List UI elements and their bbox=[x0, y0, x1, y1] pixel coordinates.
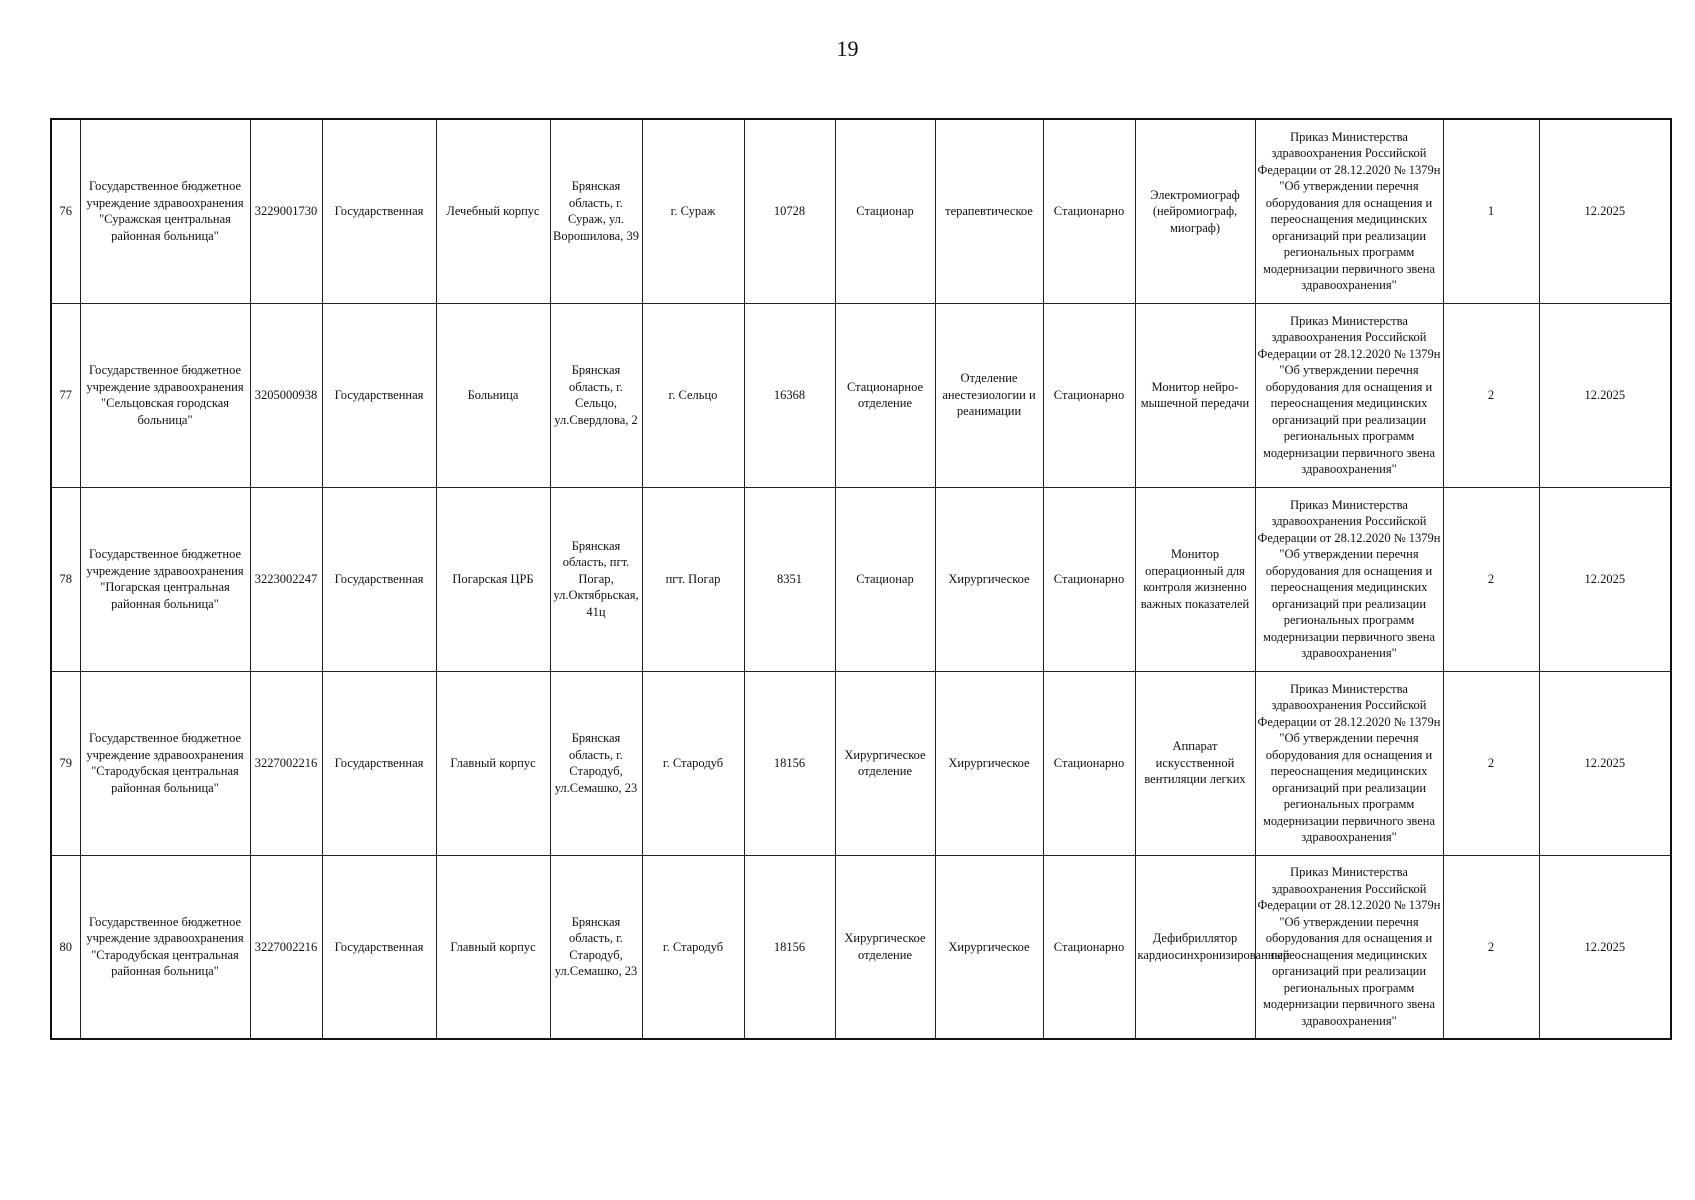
inn: 3205000938 bbox=[250, 303, 322, 487]
care-form: Стационарно bbox=[1043, 671, 1135, 855]
equipment-table bbox=[50, 118, 1672, 1040]
ownership: Государственная bbox=[322, 119, 436, 303]
row-number: 80 bbox=[51, 855, 80, 1039]
building: Погарская ЦРБ bbox=[436, 487, 550, 671]
equipment: Дефибриллятор кардиосинхронизированный bbox=[1135, 855, 1255, 1039]
building: Лечебный корпус bbox=[436, 119, 550, 303]
basis: Приказ Министерства здравоохранения Российской Федерации от 28.12.2020 № 1379н "Об утверждении перечня оборудования для оснащения и переоснащения медицинских организаций при реализации региональных программ модернизации первичного звена здравоохранения" bbox=[1255, 855, 1443, 1039]
table-row bbox=[51, 303, 1671, 487]
organization-name: Государственное бюджетное учреждение здравоохранения "Стародубская центральная районная больница" bbox=[80, 671, 250, 855]
locality: г. Сураж bbox=[642, 119, 744, 303]
table-row bbox=[51, 855, 1671, 1039]
inn: 3227002216 bbox=[250, 855, 322, 1039]
department: Отделение анестезиологии и реанимации bbox=[935, 303, 1043, 487]
unit: Стационар bbox=[835, 487, 935, 671]
population: 10728 bbox=[744, 119, 835, 303]
basis: Приказ Министерства здравоохранения Российской Федерации от 28.12.2020 № 1379н "Об утверждении перечня оборудования для оснащения и переоснащения медицинских организаций при реализации региональных программ модернизации первичного звена здравоохранения" bbox=[1255, 303, 1443, 487]
organization-name: Государственное бюджетное учреждение здравоохранения "Суражская центральная районная больница" bbox=[80, 119, 250, 303]
table-row bbox=[51, 671, 1671, 855]
inn: 3227002216 bbox=[250, 671, 322, 855]
organization-name: Государственное бюджетное учреждение здравоохранения "Стародубская центральная районная больница" bbox=[80, 855, 250, 1039]
quantity: 2 bbox=[1443, 487, 1539, 671]
ownership: Государственная bbox=[322, 671, 436, 855]
locality: г. Стародуб bbox=[642, 671, 744, 855]
row-number: 77 bbox=[51, 303, 80, 487]
locality: пгт. Погар bbox=[642, 487, 744, 671]
unit: Стационарное отделение bbox=[835, 303, 935, 487]
equipment: Аппарат искусственной вентиляции легких bbox=[1135, 671, 1255, 855]
ownership: Государственная bbox=[322, 487, 436, 671]
date: 12.2025 bbox=[1539, 487, 1671, 671]
locality: г. Стародуб bbox=[642, 855, 744, 1039]
population: 18156 bbox=[744, 855, 835, 1039]
inn: 3223002247 bbox=[250, 487, 322, 671]
building: Больница bbox=[436, 303, 550, 487]
care-form: Стационарно bbox=[1043, 303, 1135, 487]
locality: г. Сельцо bbox=[642, 303, 744, 487]
address: Брянская область, г. Стародуб, ул.Семашко, 23 bbox=[550, 671, 642, 855]
row-number: 76 bbox=[51, 119, 80, 303]
department: Хирургическое bbox=[935, 855, 1043, 1039]
address: Брянская область, пгт. Погар, ул.Октябрьская, 41ц bbox=[550, 487, 642, 671]
population: 18156 bbox=[744, 671, 835, 855]
building: Главный корпус bbox=[436, 855, 550, 1039]
table-row bbox=[51, 487, 1671, 671]
basis: Приказ Министерства здравоохранения Российской Федерации от 28.12.2020 № 1379н "Об утверждении перечня оборудования для оснащения и переоснащения медицинских организаций при реализации региональных программ модернизации первичного звена здравоохранения" bbox=[1255, 671, 1443, 855]
department: терапевтическое bbox=[935, 119, 1043, 303]
quantity: 2 bbox=[1443, 671, 1539, 855]
table-row bbox=[51, 119, 1671, 303]
population: 8351 bbox=[744, 487, 835, 671]
date: 12.2025 bbox=[1539, 671, 1671, 855]
equipment: Электромиограф (нейромиограф, миограф) bbox=[1135, 119, 1255, 303]
organization-name: Государственное бюджетное учреждение здравоохранения "Сельцовская городская больница" bbox=[80, 303, 250, 487]
care-form: Стационарно bbox=[1043, 119, 1135, 303]
date: 12.2025 bbox=[1539, 119, 1671, 303]
equipment: Монитор нейро-мышечной передачи bbox=[1135, 303, 1255, 487]
ownership: Государственная bbox=[322, 855, 436, 1039]
equipment: Монитор операционный для контроля жизненно важных показателей bbox=[1135, 487, 1255, 671]
unit: Стационар bbox=[835, 119, 935, 303]
basis: Приказ Министерства здравоохранения Российской Федерации от 28.12.2020 № 1379н "Об утверждении перечня оборудования для оснащения и переоснащения медицинских организаций при реализации региональных программ модернизации первичного звена здравоохранения" bbox=[1255, 119, 1443, 303]
basis: Приказ Министерства здравоохранения Российской Федерации от 28.12.2020 № 1379н "Об утверждении перечня оборудования для оснащения и переоснащения медицинских организаций при реализации региональных программ модернизации первичного звена здравоохранения" bbox=[1255, 487, 1443, 671]
address: Брянская область, г. Сураж, ул. Ворошилова, 39 bbox=[550, 119, 642, 303]
page-number: 19 bbox=[836, 36, 859, 61]
address: Брянская область, г. Сельцо, ул.Свердлова, 2 bbox=[550, 303, 642, 487]
unit: Хирургическое отделение bbox=[835, 671, 935, 855]
quantity: 2 bbox=[1443, 303, 1539, 487]
care-form: Стационарно bbox=[1043, 487, 1135, 671]
quantity: 1 bbox=[1443, 119, 1539, 303]
care-form: Стационарно bbox=[1043, 855, 1135, 1039]
department: Хирургическое bbox=[935, 487, 1043, 671]
unit: Хирургическое отделение bbox=[835, 855, 935, 1039]
quantity: 2 bbox=[1443, 855, 1539, 1039]
ownership: Государственная bbox=[322, 303, 436, 487]
population: 16368 bbox=[744, 303, 835, 487]
department: Хирургическое bbox=[935, 671, 1043, 855]
inn: 3229001730 bbox=[250, 119, 322, 303]
building: Главный корпус bbox=[436, 671, 550, 855]
organization-name: Государственное бюджетное учреждение здравоохранения "Погарская центральная районная больница" bbox=[80, 487, 250, 671]
address: Брянская область, г. Стародуб, ул.Семашко, 23 bbox=[550, 855, 642, 1039]
date: 12.2025 bbox=[1539, 855, 1671, 1039]
row-number: 78 bbox=[51, 487, 80, 671]
date: 12.2025 bbox=[1539, 303, 1671, 487]
row-number: 79 bbox=[51, 671, 80, 855]
